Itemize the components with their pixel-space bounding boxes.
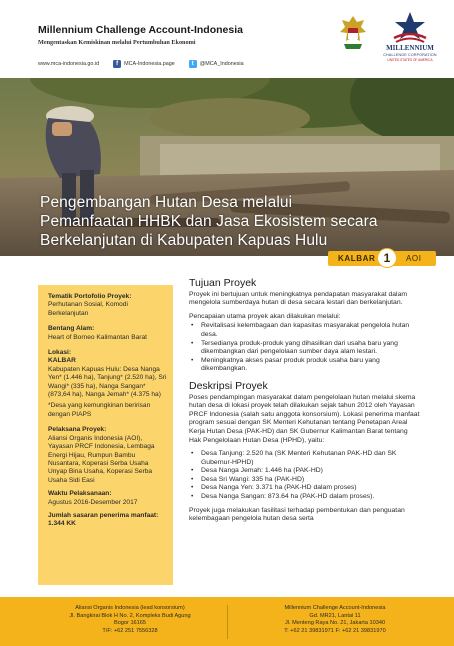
footer-mca-address: Jl. Menteng Raya No. 21, Jakarta 10340 [284, 620, 386, 627]
list-item: • Desa Tanjung: 2.520 ha (SK Menteri Kehutanan PAK-HD dan SK Gubernur-HPHD) [189, 450, 421, 467]
garuda-emblem-icon [338, 14, 368, 52]
mcc-logo-icon [374, 10, 446, 72]
implementer-heading: Pelaksana Proyek: [48, 426, 107, 434]
objective-paragraph: Proyek ini bertujuan untuk meningkatnya pendapatan masyarakat dalam mengelola sumberdaya hutan di desa secara lestari dan berkelanjutan. [189, 290, 408, 307]
org-tagline: Mengentaskan Kemiskinan melalui Pertumbuhan Ekonomi [38, 39, 196, 46]
description-heading: Deskripsi Proyek [189, 379, 268, 392]
project-summary-box [38, 285, 173, 585]
mcc-logo-name: MILLENNIUM [386, 44, 434, 52]
theme-text: Perhutanan Sosial, Komodi Berkelanjutan [48, 301, 128, 317]
footer-divider [227, 605, 228, 639]
theme-heading: Tematik Portofolio Proyek: [48, 293, 132, 300]
footer-lead-name: Aliansi Organis Indonesia (lead konsorsium) [75, 605, 185, 611]
page-header [0, 0, 454, 78]
footer-mca-phone: T: +62 21 39831971 F: +62 21 39831970 [284, 627, 386, 634]
banner-title-line-3: Berkelanjutan di Kabupaten Kapuas Hulu [40, 232, 328, 249]
banner-title-line-2: Pemanfaatan HHBK dan Jasa Ekosistem secara [40, 213, 378, 230]
village-list [189, 450, 421, 502]
location-province: KALBAR [48, 357, 76, 365]
main-content [189, 279, 421, 529]
twitter-link-text[interactable]: @MCA_Indonesia [199, 61, 244, 67]
website-link-text[interactable]: www.mca-indonesia.go.id [38, 61, 100, 67]
website-link[interactable] [38, 61, 99, 67]
facebook-link[interactable] [113, 60, 175, 68]
footer-lead-address: Jl. Bangkirai Blok H No. 2, Kompleks Budi Agung [69, 612, 191, 619]
banner-title-line-1: Pengembangan Hutan Desa melalui [40, 194, 293, 211]
footer-mca-name: Millennium Challenge Account-Indonesia [284, 605, 386, 611]
footer-mca-building: Gd. MR21, Lantai 11 [309, 612, 361, 619]
location-heading: Lokasi: [48, 349, 72, 357]
twitter-icon: t [189, 60, 197, 68]
list-item: • Desa Sri Wangi: 335 ha (PAK-HD) [189, 476, 421, 485]
closing-paragraph: Proyek juga melakukan fasilitasi terhadap pembentukan dan penguatan kelembagaan pengelola hutan desa serta [189, 506, 405, 523]
implementer-text: Aliansi Organis Indonesia (AOI), Yayasan PRCF Indonesia, Lembaga Energi Hijau, Rumpun Bambu Nusantara, Koperasi Serba Usaha Unyap Bina Usaha, Koperasi Serba Usaha Sidi Easi [48, 434, 155, 484]
mcc-logo-country: UNITED STATES OF AMERICA [387, 58, 433, 62]
location-text: Kabupaten Kapuas Hulu: Desa Nanga Yen* (1.446 ha), Tanjung* (2.520 ha), Sri Wangi* (335 ha), Nanga Sangan* (873,64 ha), Nanga Jemah* (4.375 ha) [48, 365, 167, 399]
twitter-link[interactable] [189, 60, 244, 68]
region-number: 1 [377, 248, 397, 268]
landscape-heading: Bentang Alam: [48, 325, 95, 333]
list-item: • Tersedianya produk-produk yang dihasilkan dari usaha baru yang dikembangkan dari pengelolaan sumber daya alam lestari. [189, 340, 421, 357]
region-badge [328, 251, 436, 266]
org-title: Millennium Challenge Account-Indonesia [38, 24, 243, 36]
list-item: • Desa Nanga Sangan: 873.64 ha (PAK-HD dalam proses). [189, 493, 421, 502]
duration-text: Agustus 2016-Desember 2017 [48, 498, 138, 506]
region-aoi: AOI [406, 254, 422, 263]
list-item: • Revitalisasi kelembagaan dan kapasitas masyarakat pengelola hutan desa. [189, 322, 421, 339]
duration-heading: Waktu Pelaksanaan: [48, 490, 112, 498]
list-item: • Desa Nanga Yen: 3.371 ha (PAK-HD dalam proses) [189, 484, 421, 493]
region-label: KALBAR [338, 254, 376, 263]
list-item: • Desa Nanga Jemah: 1.446 ha (PAK-HD) [189, 467, 421, 476]
banner-title [40, 193, 440, 250]
footer-lead-contact [40, 605, 220, 635]
beneficiary-value: 1.344 KK [48, 520, 76, 528]
facebook-link-text[interactable]: MCA-Indonesia.page [124, 61, 175, 67]
mcc-logo-sub: CHALLENGE CORPORATION [383, 53, 437, 57]
list-item: • Meningkatnya akses pasar produk produk usaha baru yang dikembangkan. [189, 357, 421, 374]
location-note: *Desa yang kemungkinan beririsan dengan PIAPS [48, 402, 151, 418]
footer-mca-contact [240, 605, 430, 635]
footer-lead-city: Bogor 16165 [113, 620, 147, 627]
contact-links [38, 60, 258, 68]
page-footer [0, 597, 454, 646]
achievement-list [189, 322, 421, 374]
landscape-text: Heart of Borneo Kalimantan Barat [48, 333, 147, 341]
objective-heading: Tujuan Proyek [189, 277, 257, 289]
facebook-icon: f [113, 60, 121, 68]
description-paragraph: Poses pendampingan masyarakat dalam pengelolaan hutan melalui skema hutan desa di lokasi proyek telah dilakukan sejak tahun 2012 oleh Yayasan PRCF Indonesia (salah satu anggota konsorsium). Lokasi penerima manfaat program sesuai dengan SK Menteri Kehutanan tentang Penetapan Areal Kerja Hutan Desa (PAK-HD) dan SK Gubernur Kalimantan Barat tentang Hak Pengelolaan Hutan Desa (HPHD), yaitu: [189, 393, 420, 444]
beneficiary-heading: Jumlah sasaran penerima manfaat: [48, 511, 159, 519]
achievement-intro: Pencapaian utama proyek akan dilakukan melalui: [189, 312, 341, 320]
footer-lead-phone: T/F: +62 251 7556328 [102, 627, 158, 634]
